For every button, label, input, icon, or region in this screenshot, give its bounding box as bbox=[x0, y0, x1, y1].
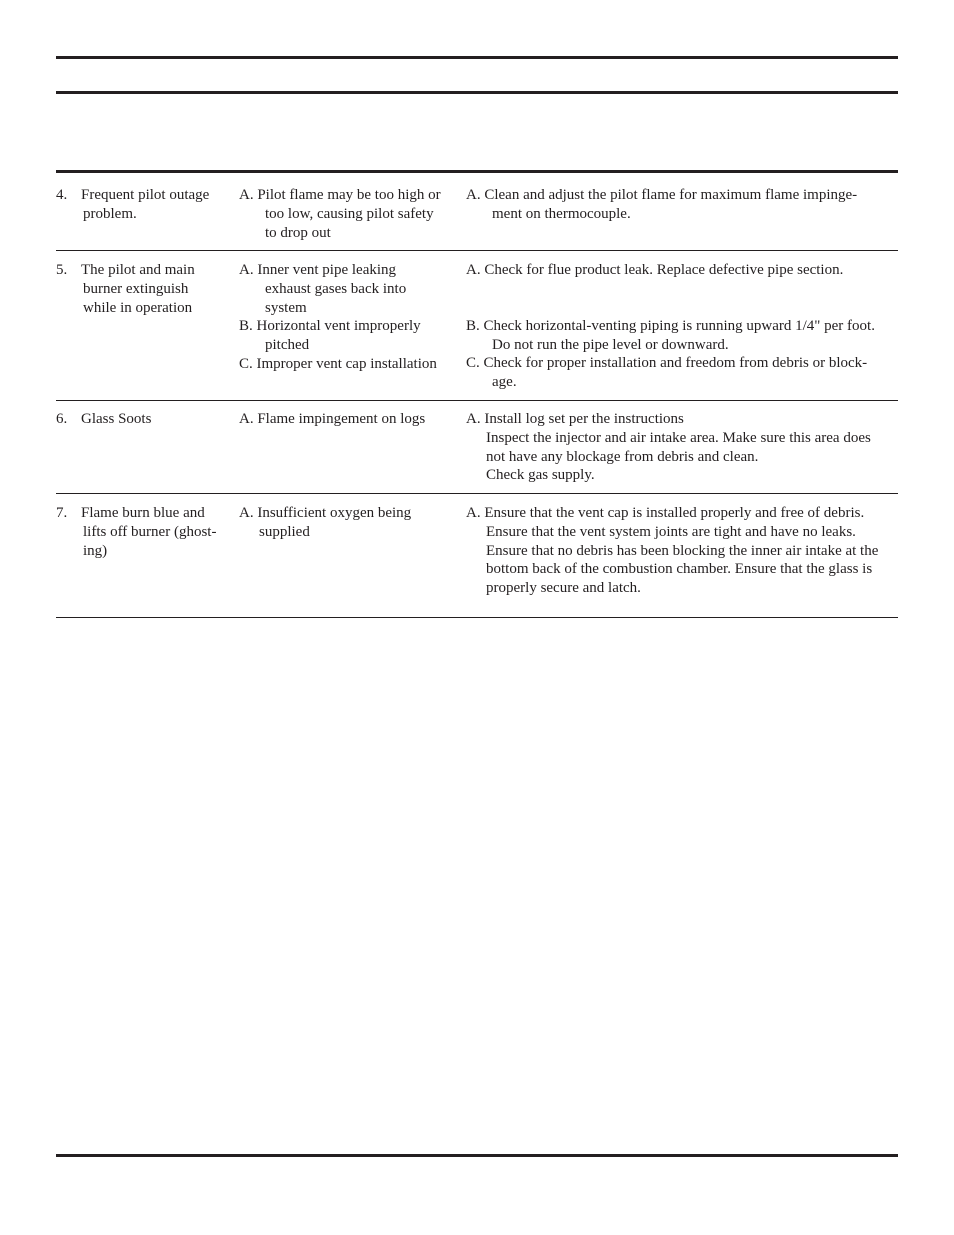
top-rule bbox=[56, 56, 898, 59]
row-7-cause: A. Insufficient oxygen being supplied bbox=[239, 505, 412, 540]
row-divider bbox=[56, 493, 898, 494]
row-6-remedy: A. Install log set per the instructions Inspect the injector and air intake area. Make sure this area does not have any blockage from debris and clean. Check gas supply. bbox=[466, 411, 871, 484]
header-rule bbox=[56, 91, 898, 94]
row-5-causes: A. Inner vent pipe leaking exhaust gases back into system B. Horizontal vent improperly pitched C. Improper vent cap installation bbox=[239, 262, 437, 372]
row-4-cause: A. Pilot flame may be too high or too low, causing pilot safety to drop out bbox=[239, 187, 441, 241]
footer-rule bbox=[56, 1154, 898, 1157]
table-top-rule bbox=[56, 170, 898, 173]
row-4-problem: 4. Frequent pilot outage problem. bbox=[56, 187, 210, 222]
row-5-problem: 5. The pilot and main burner extinguish while in operation bbox=[56, 262, 195, 316]
row-5-remedy-b: B. Check horizontal-venting piping is running upward 1/4" per foot. Do not run the pipe level or downward. bbox=[466, 318, 875, 353]
row-6-problem: 6. Glass Soots bbox=[56, 411, 152, 427]
row-6-cause: A. Flame impingement on logs bbox=[239, 411, 426, 427]
table-bottom-rule bbox=[56, 617, 898, 618]
row-divider bbox=[56, 250, 898, 251]
row-4-remedy: A. Clean and adjust the pilot flame for maximum flame impinge- ment on thermocouple. bbox=[466, 187, 858, 222]
row-7-problem: 7. Flame burn blue and lifts off burner (ghost- ing) bbox=[56, 505, 217, 559]
row-divider bbox=[56, 400, 898, 401]
row-7-remedy: A. Ensure that the vent cap is installed properly and free of debris. Ensure that the vent system joints are tight and have no leaks. Ensure that no debris has been blocking the inner air intake at the bottom back of the combustion chamber. Ensure that the glass is properly secure and latch. bbox=[466, 505, 879, 597]
row-5-remedy-c: C. Check for proper installation and freedom from debris or block- age. bbox=[466, 355, 868, 390]
row-5-remedy-a: A. Check for flue product leak. Replace defective pipe section. bbox=[466, 262, 844, 278]
